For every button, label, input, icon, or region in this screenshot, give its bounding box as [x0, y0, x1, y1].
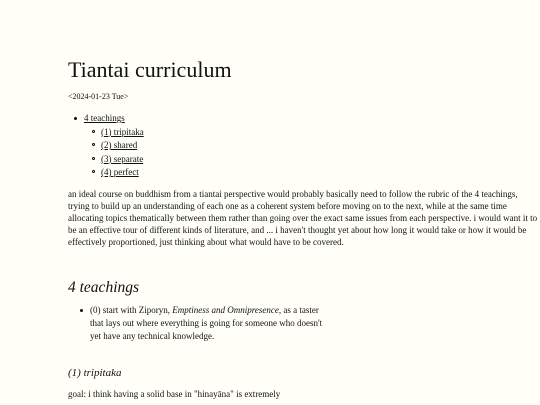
toc-item-4-teachings: [74, 112, 144, 126]
circle-bullet-icon: [92, 143, 95, 146]
circle-bullet-icon: [92, 157, 95, 160]
toc-link-4-teachings[interactable]: 4 teachings: [84, 113, 125, 123]
goal-paragraph: goal: i think having a solid base in "hinayāna" is extremely: [68, 389, 281, 399]
bullet-icon: [74, 117, 77, 120]
ziporyn-tail: , as a taster that lays out where everything is going for someone who doesn't yet have any technical knowledge.: [90, 305, 323, 341]
section-heading-4-teachings: 4 teachings: [68, 279, 140, 296]
circle-bullet-icon: [92, 170, 95, 173]
section-heading-tripitaka: (1) tripitaka: [68, 367, 122, 379]
section-4-list: [80, 304, 330, 343]
book-title: Emptiness and Omnipresence: [172, 305, 279, 315]
page-title: Tiantai curriculum: [68, 57, 232, 82]
toc-item-perfect: [101, 166, 144, 180]
toc-item-shared: [101, 139, 144, 153]
ziporyn-lead: (0) start with Ziporyn,: [90, 305, 173, 315]
table-of-contents: [74, 112, 144, 180]
bullet-icon: [80, 309, 83, 312]
toc-link-tripitaka[interactable]: (1) tripitaka: [101, 126, 144, 137]
intro-paragraph: an ideal course on buddhism from a tiantai perspective would probably basically need to follow the rubric of the 4 teachings, trying to build up an understanding of each one as a coherent system before moving on to the next, while at the same time allocating topics thematically between them rather than going over the exact same issues from each perspective. i would want it to be an effective tour of different kinds of literature, and ... i haven't thought yet about how long it would take or how it would be effectively proportioned, just thinking about what would have to be covered.: [68, 189, 538, 247]
list-item-text: [90, 304, 330, 343]
toc-link-perfect[interactable]: (4) perfect: [101, 167, 139, 177]
list-item: [80, 304, 330, 343]
circle-bullet-icon: [92, 130, 95, 133]
toc-item-separate: [101, 153, 144, 167]
toc-item-tripitaka: [101, 126, 144, 140]
toc-link-shared[interactable]: (2) shared: [101, 140, 138, 150]
page-date: <2024-01-23 Tue>: [68, 92, 129, 101]
toc-link-separate[interactable]: (3) separate: [101, 153, 144, 164]
